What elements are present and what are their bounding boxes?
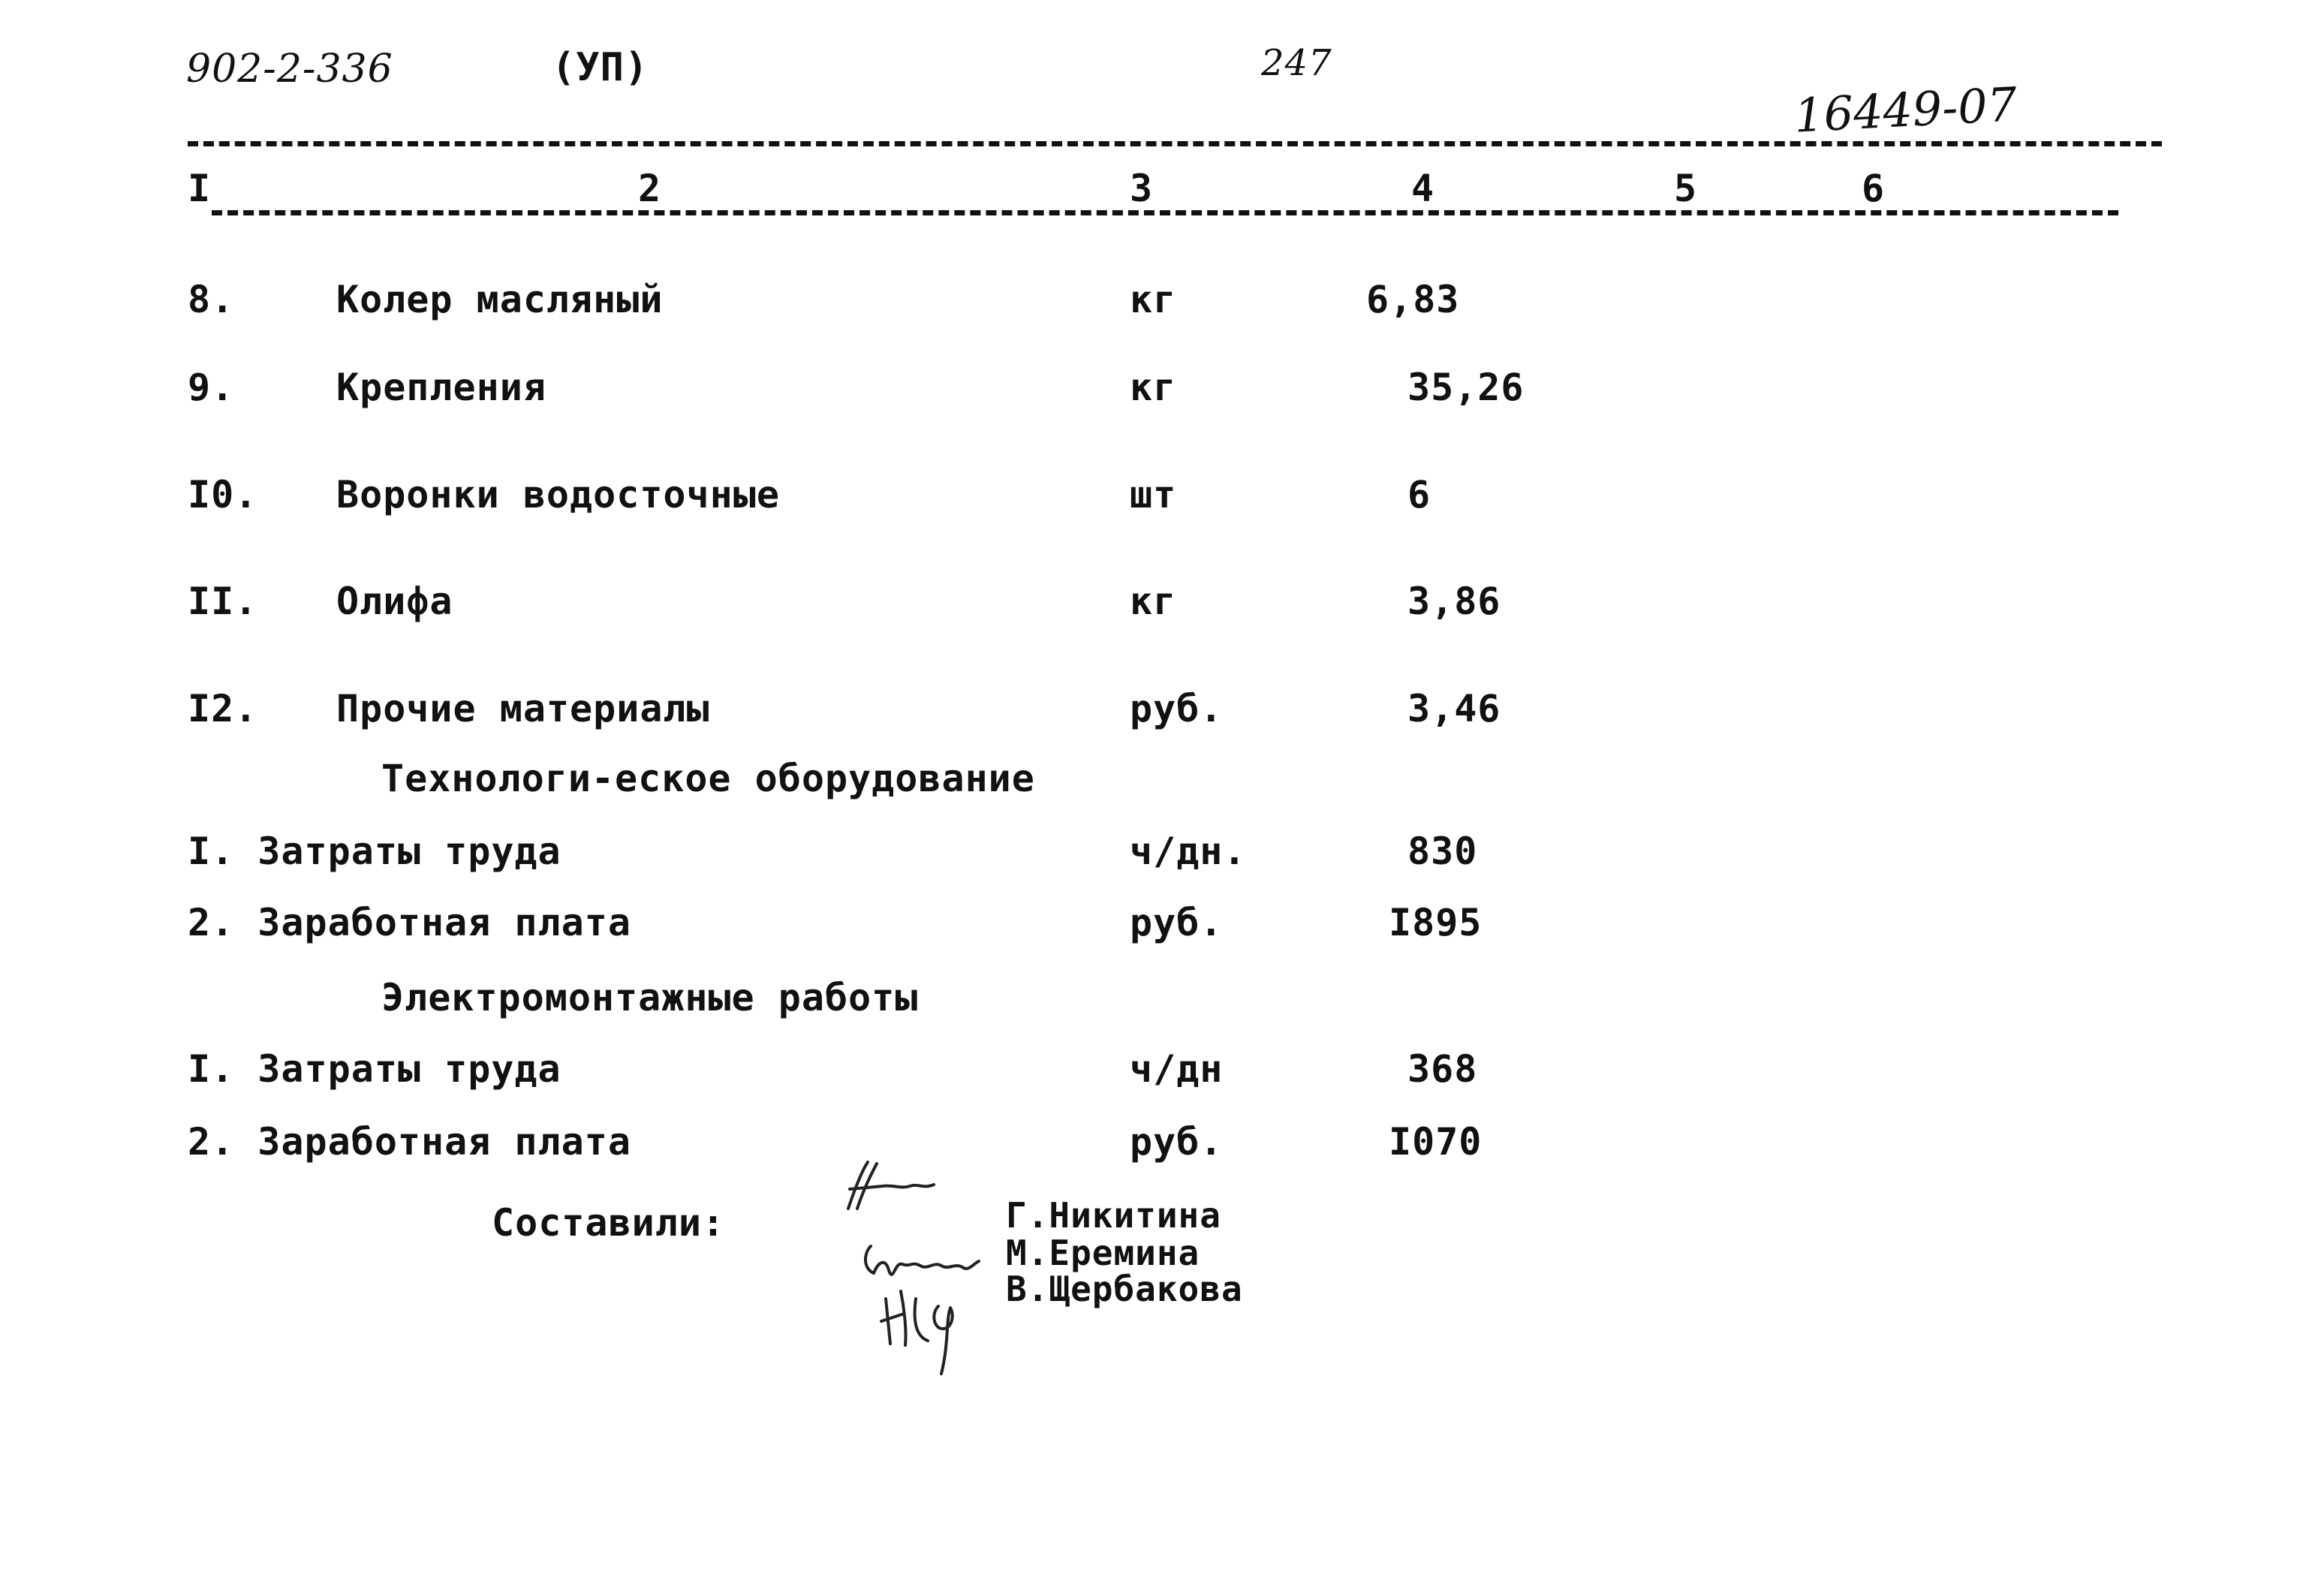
page-number: 247: [1261, 42, 1332, 84]
row-quantity: I070: [1389, 1120, 1483, 1164]
row-quantity: 6: [1407, 473, 1431, 516]
compiled-by-label: Составили:: [492, 1201, 726, 1245]
inventory-number: 16449-07: [1793, 77, 2019, 143]
column-header-divider: [212, 210, 2118, 215]
row-name: Крепления: [336, 366, 546, 409]
section-title-elec: Электромонтажные работы: [381, 976, 919, 1019]
row-number: II.: [188, 580, 258, 623]
row-quantity: 830: [1407, 830, 1478, 873]
row-name: Олифа: [336, 580, 453, 623]
row-number: I0.: [188, 473, 258, 516]
row-number: 9.: [188, 366, 235, 409]
row-unit: руб.: [1130, 901, 1224, 944]
row-unit: руб.: [1130, 687, 1224, 730]
compiler-name-1: Г.Никитина: [1006, 1195, 1221, 1236]
row-quantity: 3,86: [1407, 580, 1501, 623]
row-label: I. Затраты труда: [188, 830, 561, 873]
series-code: (УП): [552, 45, 649, 90]
row-name: Прочие материалы: [336, 687, 710, 730]
row-unit: кг: [1130, 580, 1177, 623]
row-label: 2. Заработная плата: [188, 901, 631, 944]
section-title-tech: Технологи-еское оборудование: [381, 757, 1035, 800]
row-label: I. Затраты труда: [188, 1047, 561, 1091]
header-divider: [188, 141, 2162, 146]
row-quantity: 6,83: [1366, 278, 1460, 321]
row-quantity: 35,26: [1407, 366, 1525, 409]
row-number: I2.: [188, 687, 258, 730]
row-name: Колер масляный: [336, 278, 664, 321]
row-number: 8.: [188, 278, 235, 321]
row-unit: кг: [1130, 366, 1177, 409]
row-unit: шт: [1130, 473, 1177, 516]
row-quantity: I895: [1389, 901, 1483, 944]
column-number-3: 3: [1130, 167, 1153, 210]
row-label: 2. Заработная плата: [188, 1120, 631, 1164]
document-code: 902-2-336: [186, 47, 393, 92]
column-number-5: 5: [1674, 167, 1697, 210]
column-number-2: 2: [638, 167, 661, 210]
column-number-4: 4: [1411, 167, 1434, 210]
row-name: Воронки водосточные: [336, 473, 780, 516]
handwritten-signature-1: [841, 1156, 953, 1224]
column-number-1: I: [188, 167, 211, 210]
row-quantity: 368: [1407, 1047, 1478, 1091]
column-number-6: 6: [1862, 167, 1885, 210]
row-unit: ч/дн.: [1130, 830, 1247, 873]
handwritten-signature-3: [871, 1276, 976, 1381]
compiler-name-2: М.Еремина: [1006, 1233, 1200, 1273]
row-unit: ч/дн: [1130, 1047, 1224, 1091]
row-quantity: 3,46: [1407, 687, 1501, 730]
row-unit: руб.: [1130, 1120, 1224, 1164]
compiler-name-3: В.Щербакова: [1006, 1269, 1243, 1309]
row-unit: кг: [1130, 278, 1177, 321]
